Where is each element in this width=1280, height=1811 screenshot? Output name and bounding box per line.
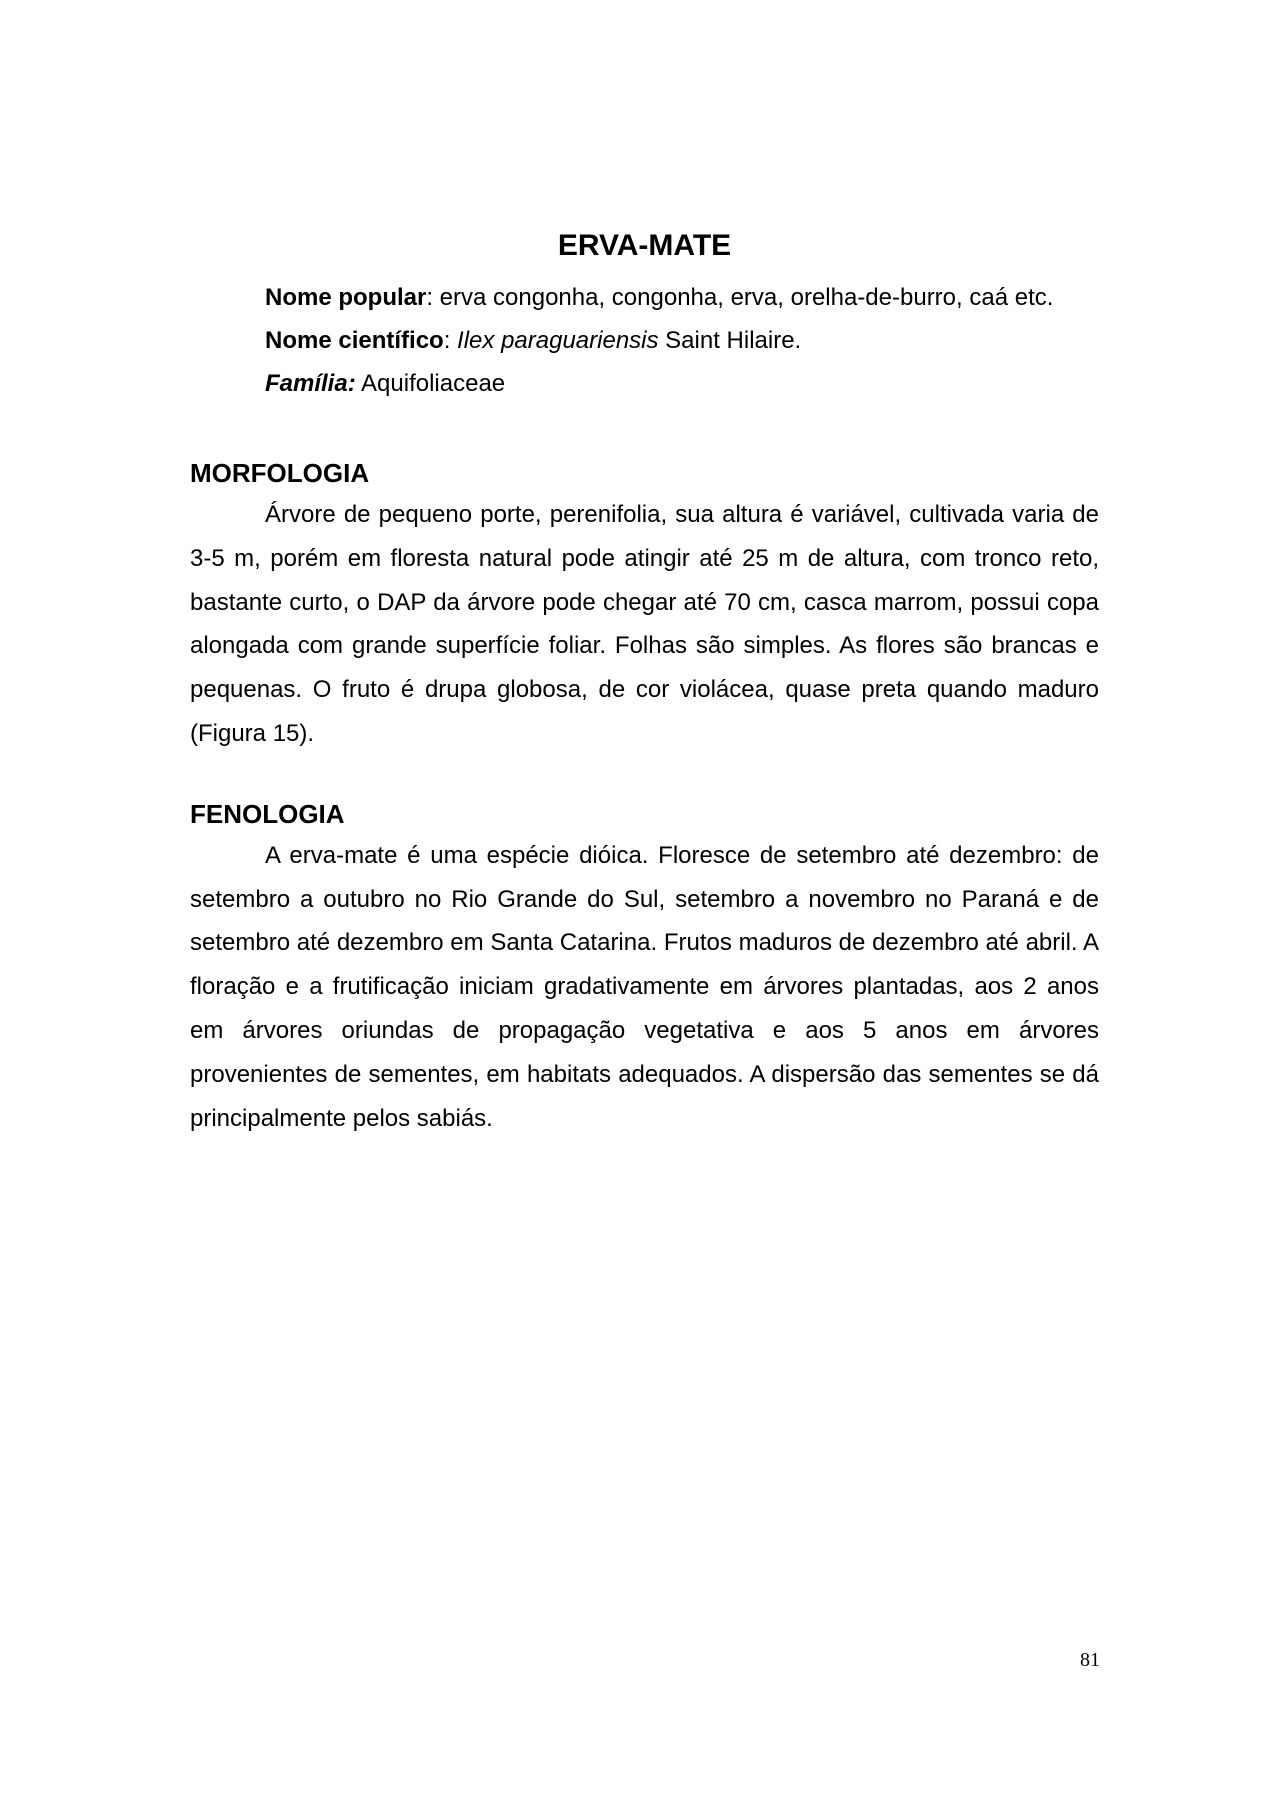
scientific-name-label: Nome científico [265,327,444,354]
scientific-name-author: Saint Hilaire. [658,327,802,354]
scientific-name-line [190,319,1099,362]
scientific-name-value: Ilex paraguariensis [457,327,659,354]
page-number: 81 [1080,1649,1100,1671]
popular-name-value: : erva congonha, congonha, erva, orelha-de-burro, caá etc. [426,284,1054,311]
section-text-morfologia: Árvore de pequeno porte, perenifolia, sua altura é variável, cultivada varia de 3-5 m, porém em floresta natural pode atingir até 25 m de altura, com tronco reto, bastante curto, o DAP da árvore pode chegar até 70 cm, casca marrom, possui copa alongada com grande superfície foliar. Folhas são simples. As flores são brancas e pequenas. O fruto é drupa globosa, de cor violácea, quase preta quando maduro (Figura 15). [190,501,1099,747]
page-title: ERVA-MATE [557,229,732,262]
section-text-fenologia: A erva-mate é uma espécie dióica. Floresce de setembro até dezembro: de setembro a outubro no Rio Grande do Sul, setembro a novembro no Paraná e de setembro até dezembro em Santa Catarina. Frutos maduros de dezembro até abril. A floração e a frutificação iniciam gradativamente em árvores plantadas, aos 2 anos em árvores oriundas de propagação vegetativa e aos 5 anos em árvores provenientes de sementes, em habitats adequados. A dispersão das sementes se dá principalmente pelos sabiás. [190,841,1099,1132]
popular-name-line [190,276,1099,319]
family-value: Aquifoliaceae [355,370,506,397]
section-heading-morfologia: MORFOLOGIA [190,458,370,488]
family-line [190,362,1099,405]
section-heading-fenologia: FENOLOGIA [190,798,345,829]
family-label: Família: [265,370,356,397]
scientific-name-colon: : [443,327,458,354]
page-content [190,226,1099,1140]
popular-name-label: Nome popular [265,284,427,311]
